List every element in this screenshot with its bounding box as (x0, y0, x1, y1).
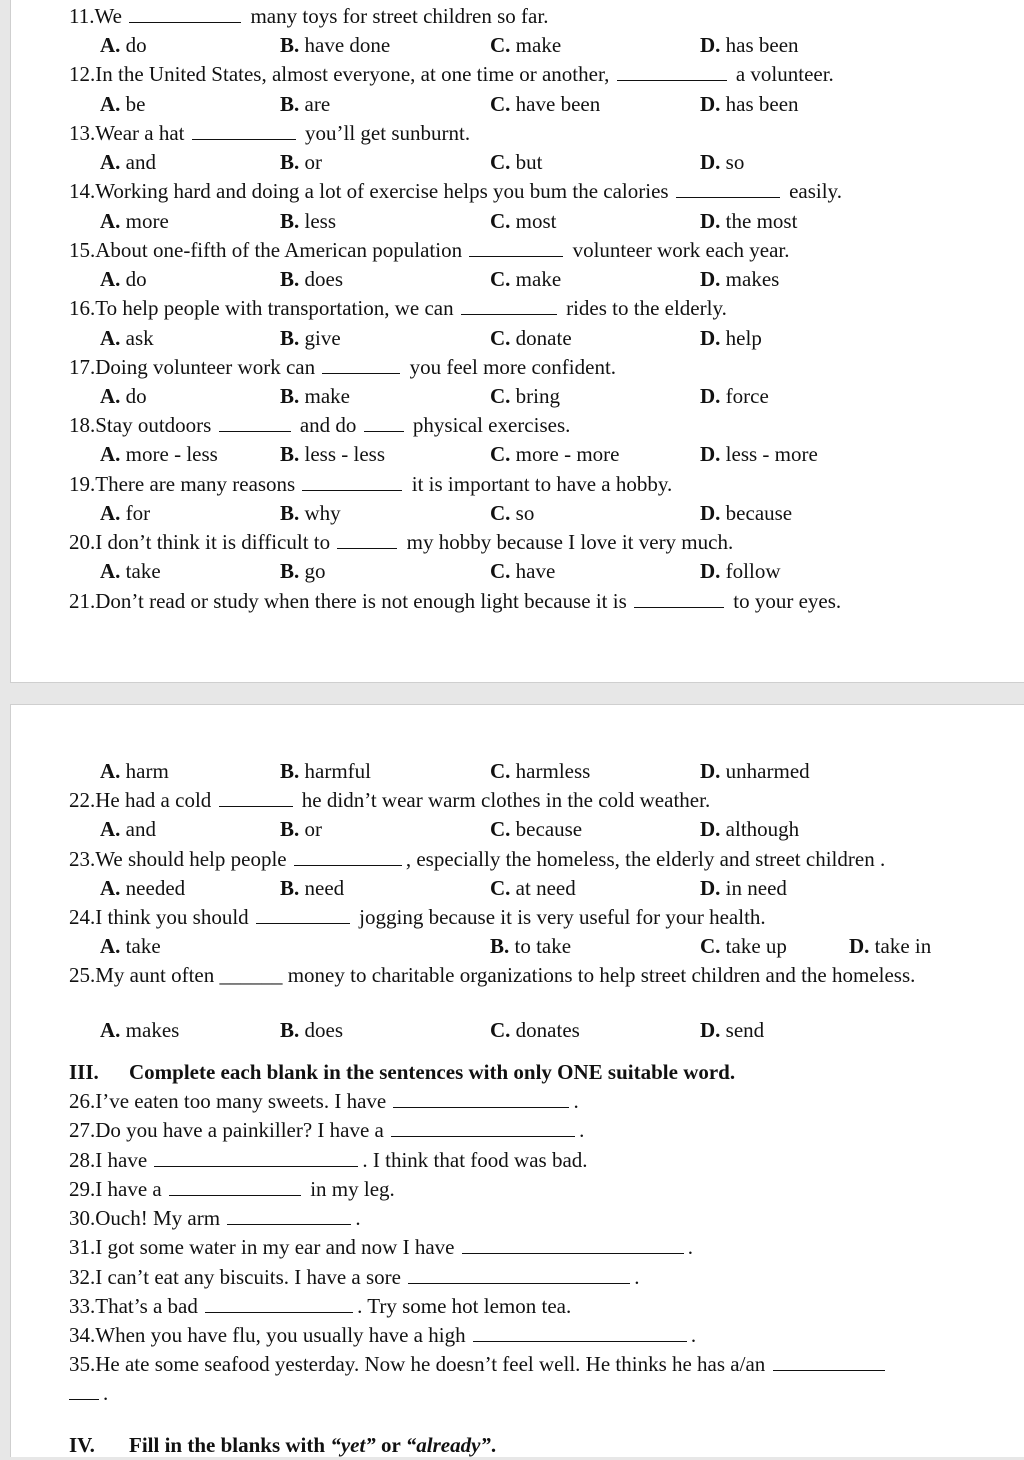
question-19: 19.There are many reasons it is important to have a hobby. (69, 472, 673, 496)
answer-blank[interactable] (408, 1263, 630, 1284)
question-35: 35.He ate some seafood yesterday. Now he doesn’t feel well. He thinks he has a/an (11, 1350, 1024, 1379)
question-35-continued: . (11, 1379, 1024, 1408)
question-13: 13.Wear a hat you’ll get sunburnt. (69, 121, 471, 145)
question-25: 25.My aunt often ______ money to charitable organizations to help street children and the homeless. (69, 963, 916, 987)
options-18: A. more - less B. less - less C. more - more D. less - more (100, 442, 818, 466)
answer-blank[interactable] (192, 119, 296, 140)
answer-blank[interactable] (393, 1087, 569, 1108)
answer-blank[interactable] (219, 786, 293, 807)
options-17: A. do B. make C. bring D. force (100, 384, 769, 408)
answer-blank[interactable] (461, 294, 557, 315)
options-24: A. take B. to take C. take up D. take in (100, 934, 932, 958)
answer-blank[interactable] (634, 587, 724, 608)
answer-blank[interactable] (219, 411, 291, 432)
answer-blank[interactable] (676, 177, 780, 198)
answer-blank[interactable] (469, 236, 563, 257)
answer-blank[interactable] (227, 1204, 351, 1225)
answer-blank[interactable] (69, 1379, 99, 1400)
question-21: 21.Don’t read or study when there is not enough light because it is to your eyes. (69, 589, 842, 613)
options-13: A. and B. or C. but D. so (100, 150, 745, 174)
question-20: 20.I don’t think it is difficult to my hobby because I love it very much. (69, 530, 734, 554)
answer-blank[interactable] (129, 2, 241, 23)
answer-blank[interactable] (337, 528, 397, 549)
answer-blank[interactable] (205, 1292, 353, 1313)
answer-blank[interactable] (773, 1350, 885, 1371)
answer-blank[interactable] (364, 411, 404, 432)
options-16: A. ask B. give C. donate D. help (100, 326, 762, 350)
answer-blank[interactable] (462, 1233, 684, 1254)
answer-blank[interactable] (169, 1175, 301, 1196)
options-21: A. harm B. harmful C. harmless D. unharmed (100, 759, 810, 783)
question-29: 29.I have a in my leg. (69, 1177, 395, 1201)
answer-blank[interactable] (322, 353, 400, 374)
question-27: 27.Do you have a painkiller? I have a . (69, 1118, 585, 1142)
question-33: 33.That’s a bad . Try some hot lemon tea. (69, 1294, 572, 1318)
question-24: 24.I think you should jogging because it is very useful for your health. (69, 905, 766, 929)
answer-blank[interactable] (154, 1146, 358, 1167)
question-28: 28.I have . I think that food was bad. (69, 1148, 588, 1172)
section-3-heading: III. Complete each blank in the sentences with only ONE suitable word. (69, 1060, 736, 1084)
section-4-heading: IV. Fill in the blanks with “yet” or “already”. (69, 1433, 497, 1457)
question-16: 16.To help people with transportation, we can rides to the elderly. (69, 296, 727, 320)
document-page-1 (10, 0, 1024, 683)
question-22: 22.He had a cold he didn’t wear warm clothes in the cold weather. (69, 788, 711, 812)
answer-blank[interactable] (294, 845, 402, 866)
options-25: A. makes B. does C. donates D. send (100, 1018, 765, 1042)
answer-blank[interactable] (302, 470, 402, 491)
question-11: 11.We many toys for street children so far. (69, 4, 549, 28)
document-page-2 (10, 704, 1024, 1457)
question-14: 14.Working hard and doing a lot of exercise helps you bum the calories easily. (69, 179, 842, 203)
question-31: 31.I got some water in my ear and now I have . (69, 1235, 693, 1259)
answer-blank[interactable] (473, 1321, 687, 1342)
options-20: A. take B. go C. have D. follow (100, 559, 781, 583)
options-14: A. more B. less C. most D. the most (100, 209, 798, 233)
options-19: A. for B. why C. so D. because (100, 501, 793, 525)
question-30: 30.Ouch! My arm . (69, 1206, 361, 1230)
question-12: 12.In the United States, almost everyone, at one time or another, a volunteer. (69, 62, 834, 86)
options-23: A. needed B. need C. at need D. in need (100, 876, 787, 900)
question-23: 23.We should help people , especially the homeless, the elderly and street children . (69, 847, 886, 871)
question-34: 34.When you have flu, you usually have a high . (69, 1323, 697, 1347)
options-12: A. be B. are C. have been D. has been (100, 92, 799, 116)
options-11: A. do B. have done C. make D. has been (100, 33, 799, 57)
question-18: 18.Stay outdoors and do physical exercises. (69, 413, 571, 437)
question-32: 32.I can’t eat any biscuits. I have a sore . (69, 1265, 640, 1289)
question-15: 15.About one-fifth of the American population volunteer work each year. (69, 238, 790, 262)
question-26: 26.I’ve eaten too many sweets. I have . (69, 1089, 579, 1113)
answer-blank[interactable] (617, 60, 727, 81)
options-22: A. and B. or C. because D. although (100, 817, 800, 841)
options-15: A. do B. does C. make D. makes (100, 267, 780, 291)
question-17: 17.Doing volunteer work can you feel more confident. (69, 355, 617, 379)
answer-blank[interactable] (391, 1116, 575, 1137)
answer-blank[interactable] (256, 903, 350, 924)
